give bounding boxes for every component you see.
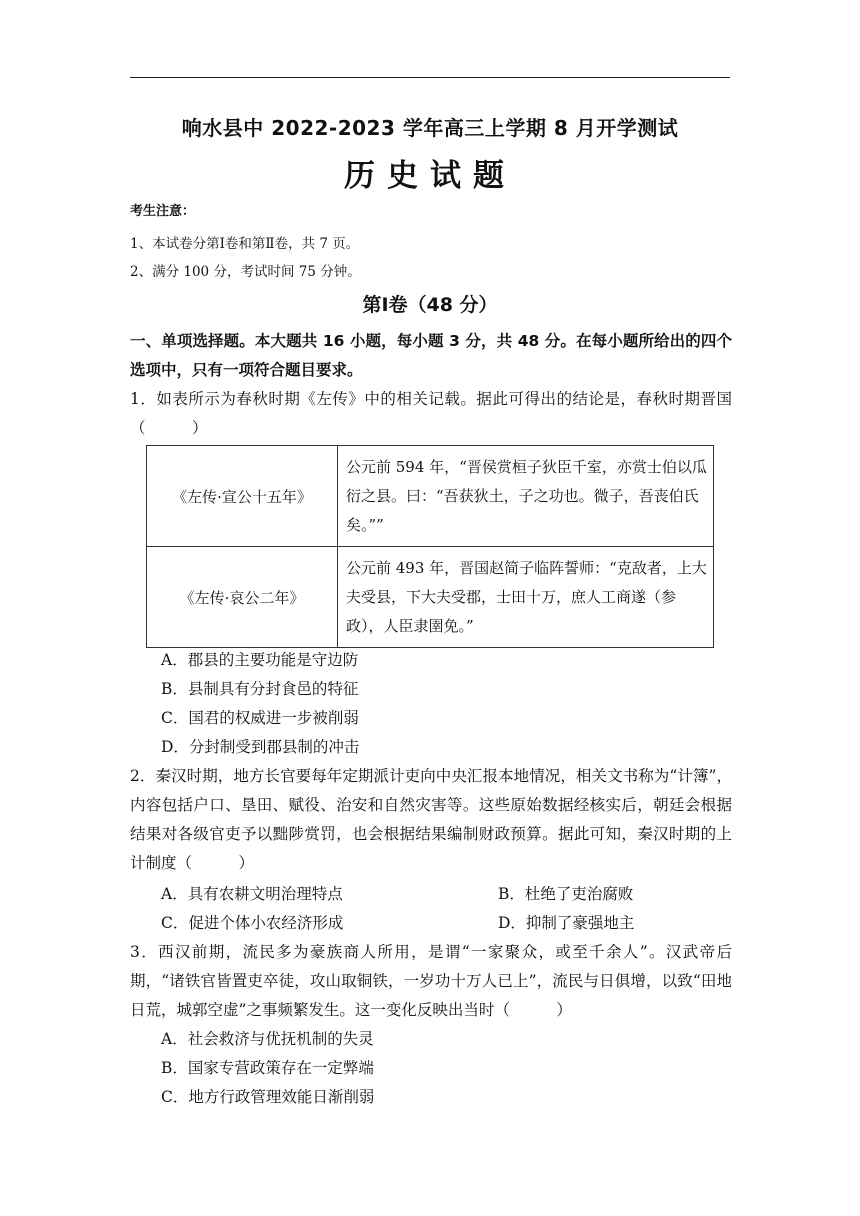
question-3-option-a: A．社会救济与优抚机制的失灵 [161, 1030, 374, 1048]
table-text: 公元前 594 年，“晋侯赏桓子狄臣千室，亦赏士伯以瓜衍之县。曰：“吾获狄土，子之功也。微子，吾丧伯氏矣。”” [338, 446, 714, 547]
question-2-option-d: D．抑制了豪强地主 [498, 914, 635, 932]
question-2-option-c: C．促进个体小农经济形成 [161, 914, 344, 932]
question-2-option-a: A．具有农耕文明治理特点 [161, 885, 343, 903]
notice-item: 1、本试卷分第Ⅰ卷和第Ⅱ卷，共 7 页。 [130, 236, 360, 252]
question-3-option-b: B．国家专营政策存在一定弊端 [161, 1059, 374, 1077]
section-title: 第Ⅰ卷（48 分） [362, 294, 498, 316]
header-rule [130, 77, 730, 78]
table-text: 公元前 493 年，晋国赵简子临阵誓师：“克敌者，上大夫受县，下大夫受郡，士田十万，庶人工商遂（参政），人臣隶圉免。” [338, 547, 714, 648]
exam-title: 响水县中 2022-2023 学年高三上学期 8 月开学测试 [181, 116, 679, 140]
question-3-option-c: C．地方行政管理效能日渐削弱 [161, 1088, 375, 1106]
question-1-stem: 1．如表所示为春秋时期《左传》中的相关记载。据此可得出的结论是，春秋时期晋国（ ） [130, 390, 732, 437]
section-instruction: 一、单项选择题。本大题共 16 小题，每小题 3 分，共 48 分。在每小题所给出的四个选项中，只有一项符合题目要求。 [130, 332, 732, 379]
question-1-option-b: B．县制具有分封食邑的特征 [161, 680, 359, 698]
question-2-option-b: B．杜绝了吏治腐败 [498, 885, 634, 903]
question-2-stem: 2．秦汉时期，地方长官要每年定期派计吏向中央汇报本地情况，相关文书称为“计簿”，内容包括户口、垦田、赋役、治安和自然灾害等。这些原始数据经核实后，朝廷会根据结果对各级官吏予以黜陟赏罚，也会根据结果编制财政预算。据此可知，秦汉时期的上计制度（ ） [130, 767, 732, 872]
table-source: 《左传·宣公十五年》 [147, 446, 338, 547]
table-source: 《左传·哀公二年》 [147, 547, 338, 648]
question-3-stem: 3．西汉前期，流民多为豪族商人所用，是谓“一家聚众，或至千余人”。汉武帝后期，“诸铁官皆置吏卒徒，攻山取铜铁，一岁功十万人已上”，流民与日俱增，以致“田地日荒，城郭空虚”之事频繁发生。这一变化反映出当时（ ） [130, 943, 732, 1019]
notice-heading: 考生注意： [130, 204, 196, 219]
question-1-option-a: A．郡县的主要功能是守边防 [161, 651, 359, 669]
notice-item: 2、满分 100 分，考试时间 75 分钟。 [130, 264, 361, 280]
question-1-option-d: D．分封制受到郡县制的冲击 [161, 738, 360, 756]
table-row [147, 446, 714, 547]
subject-title: 历史试题 [344, 158, 516, 194]
question-1-option-c: C．国君的权威进一步被削弱 [161, 709, 359, 727]
question-1-table [146, 445, 714, 648]
table-row [147, 547, 714, 648]
